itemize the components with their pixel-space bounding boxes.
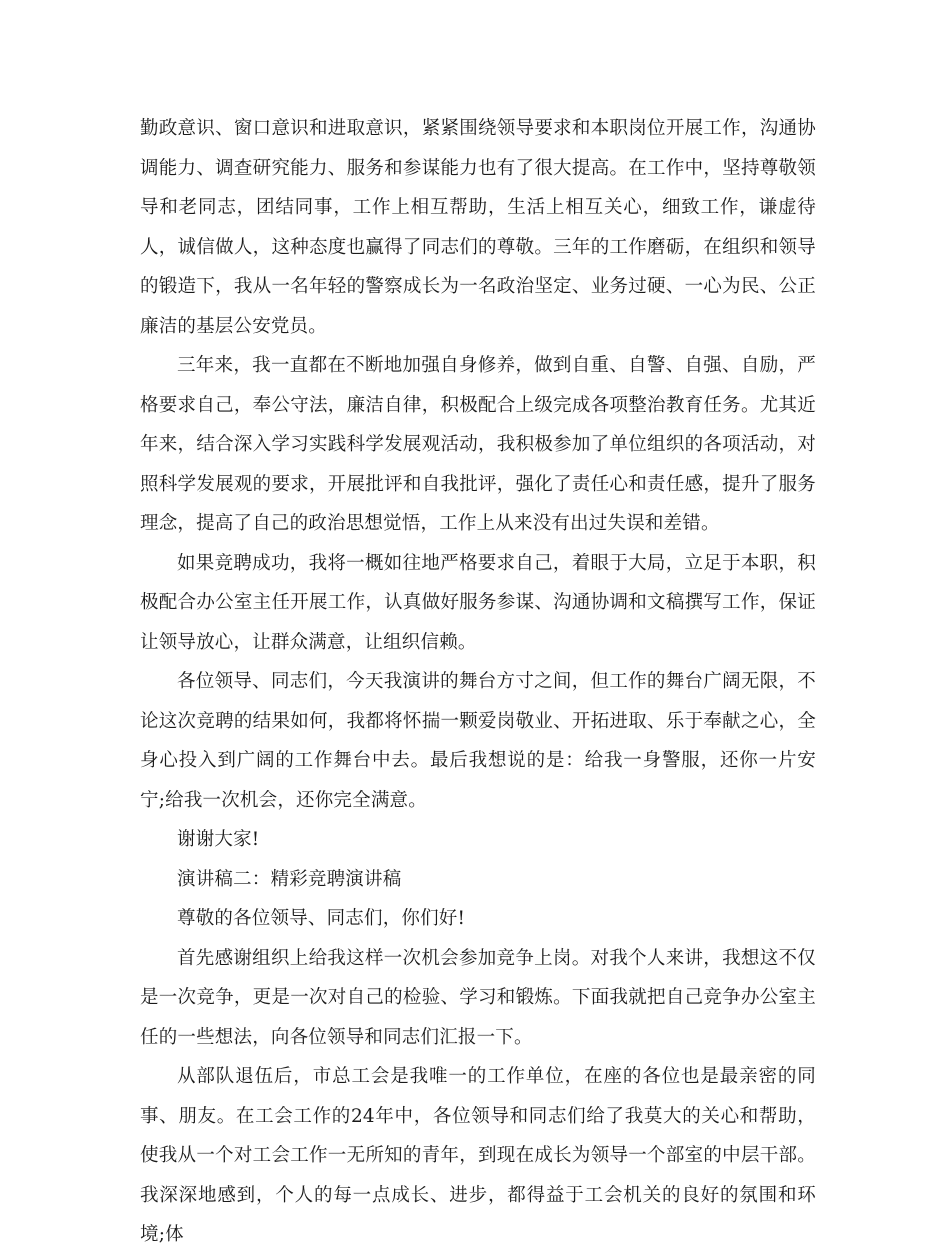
paragraph: 三年来，我一直都在不断地加强自身修养，做到自重、自警、自强、自励，严格要求自己，奉公守法，廉洁自律，积极配合上级完成各项整治教育任务。尤其近年来，结合深入学习实践科学发展观活动，我积极参加了单位组织的各项活动，对照科学发展观的要求，开展批评和自我批评，强化了责任心和责任感，提升了服务理念，提高了自己的政治思想觉悟，工作上从来没有出过失误和差错。 xyxy=(140,355,816,534)
paragraph-continued: 勤政意识、窗口意识和进取意识，紧紧围绕领导要求和本职岗位开展工作，沟通协调能力、调查研究能力、服务和参谋能力也有了很大提高。在工作中，坚持尊敬领导和老同志，团结同事，工作上相互帮助，生活上相互关心，细致工作，谦虚待人，诚信做人，这种态度也赢得了同志们的尊敬。三年的工作磨砺，在组织和领导的锻造下，我从一名年轻的警察成长为一名政治坚定、业务过硬、一心为民、公正廉洁的基层公安党员。 xyxy=(140,118,816,337)
salutation: 尊敬的各位领导、同志们，你们好! xyxy=(177,908,466,929)
paragraph: 首先感谢组织上给我这样一次机会参加竞争上岗。对我个人来讲，我想这不仅是一次竞争，更是一次对自己的检验、学习和锻炼。下面我就把自己竞争办公室主任的一些想法，向各位领导和同志们汇报一下。 xyxy=(140,947,816,1048)
paragraph: 各位领导、同志们，今天我演讲的舞台方寸之间，但工作的舞台广阔无限，不论这次竞聘的结果如何，我都将怀揣一颗爱岗敬业、开拓进取、乐于奉献之心，全身心投入到广阔的工作舞台中去。最后我想说的是：给我一身警服，还你一片安宁;给我一次机会，还你完全满意。 xyxy=(140,671,816,811)
paragraph: 从部队退伍后，市总工会是我唯一的工作单位，在座的各位也是最亲密的同事、朋友。在工会工作的24年中，各位领导和同志们给了我莫大的关心和帮助，使我从一个对工会工作一无所知的青年，到现在成长为领导一个部室的中层干部。我深深地感到，个人的每一点成长、进步，都得益于工会机关的良好的氛围和环境;体 xyxy=(140,1066,816,1245)
document-body xyxy=(140,109,816,1255)
thanks-line: 谢谢大家! xyxy=(177,829,260,850)
paragraph: 如果竞聘成功，我将一概如往地严格要求自己，着眼于大局，立足于本职，积极配合办公室主任开展工作，认真做好服务参谋、沟通协调和文稿撰写工作，保证让领导放心，让群众满意，让组织信赖。 xyxy=(140,552,816,653)
section-title: 演讲稿二：精彩竞聘演讲稿 xyxy=(177,868,402,890)
